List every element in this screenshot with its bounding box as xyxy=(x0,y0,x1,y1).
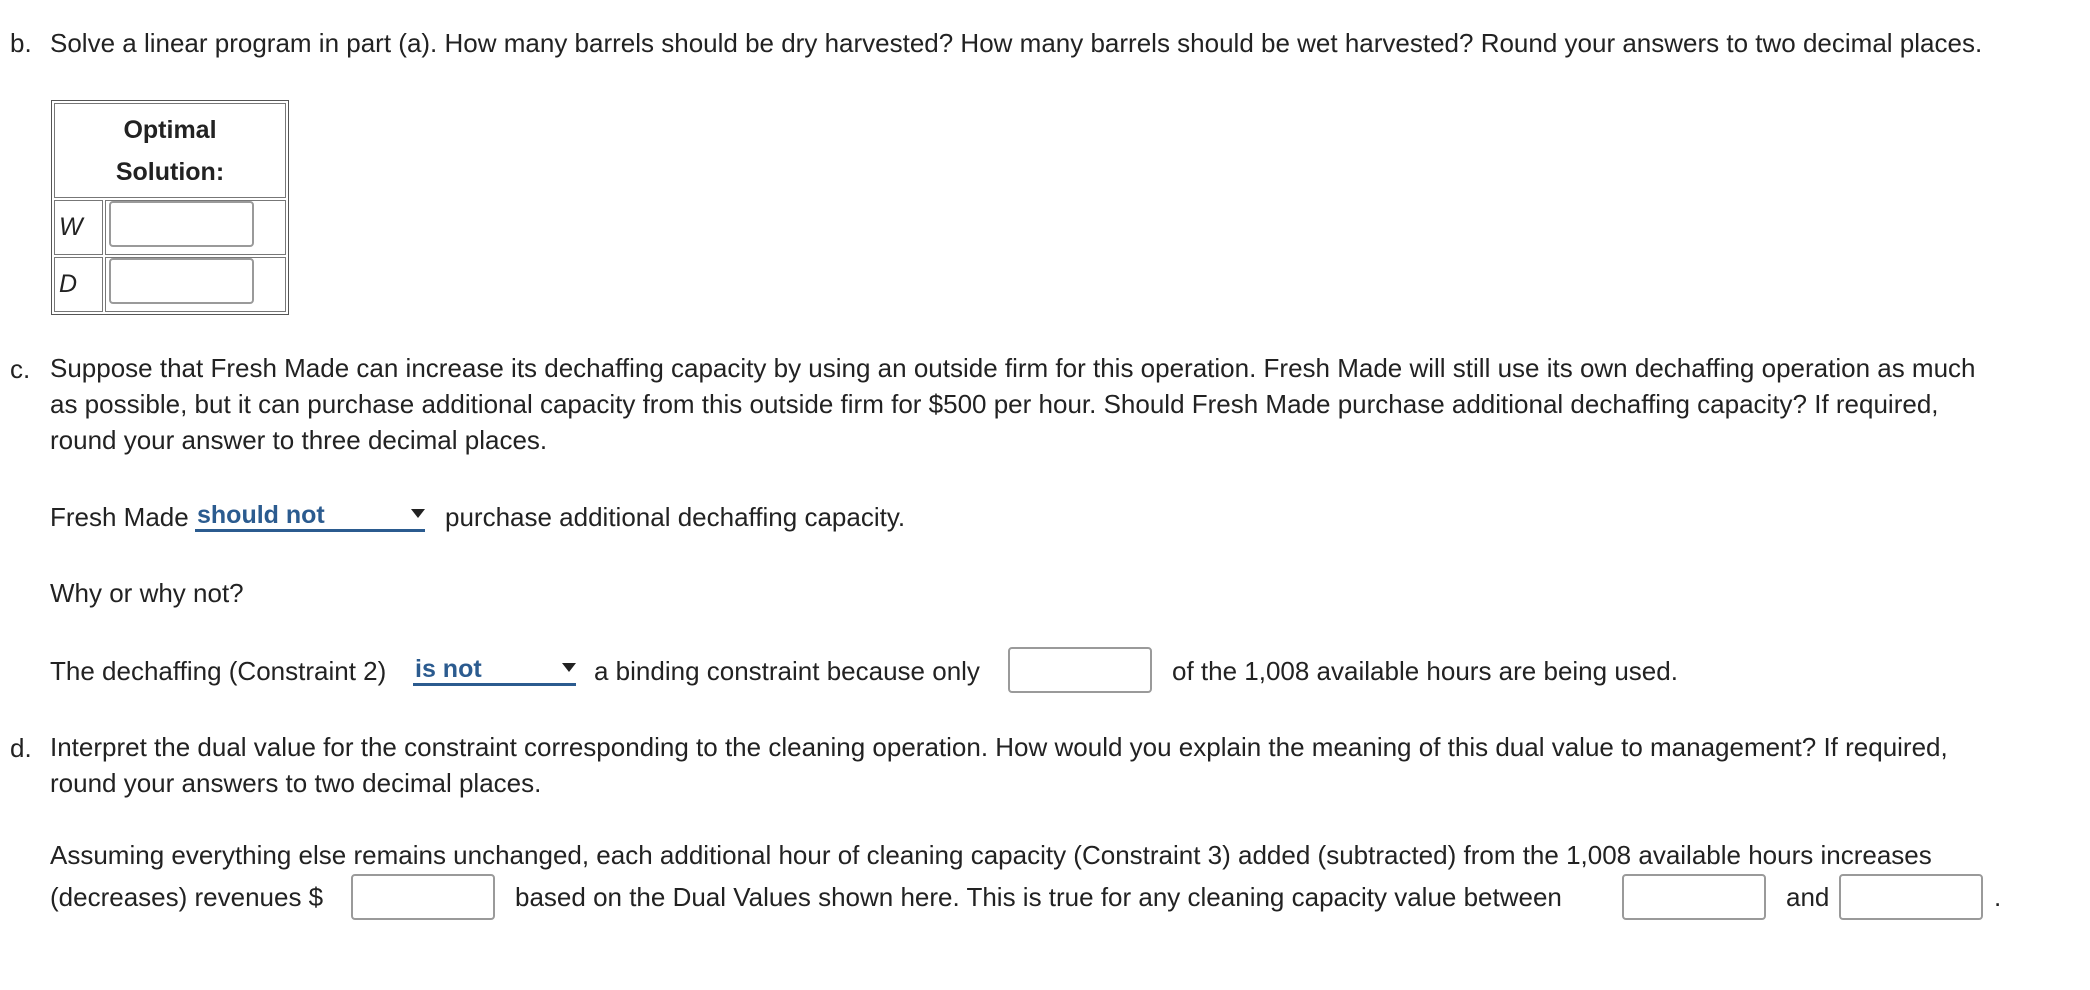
why-label: Why or why not? xyxy=(50,578,244,608)
sentence1-prefix: Fresh Made xyxy=(50,502,189,532)
part-d-question-line-1: Interpret the dual value for the constraint corresponding to the cleaning operation. How would you explain the meaning of this dual value to management? If required, xyxy=(50,732,1948,762)
chevron-down-icon xyxy=(562,663,576,672)
table-row xyxy=(54,200,286,255)
part-c-question-line-1: Suppose that Fresh Made can increase its dechaffing capacity by using an outside firm for this operation. Fresh Made will still use its own dechaffing operation as much xyxy=(50,353,1976,383)
w-input-cell xyxy=(105,200,286,255)
part-d-marker: d. xyxy=(10,733,32,763)
table-row xyxy=(54,257,286,312)
purchase-decision-dropdown[interactable] xyxy=(195,500,425,532)
part-b-marker: b. xyxy=(10,28,32,58)
row-label-d: D xyxy=(54,257,103,312)
part-d-question-line-2: round your answers to two decimal places. xyxy=(50,768,542,798)
binding-selected: is not xyxy=(415,655,482,683)
part-d-answer-line-1: Assuming everything else remains unchanged, each additional hour of cleaning capacity (Constraint 3) added (subtracted) from the 1,008 available hours increases xyxy=(50,840,1932,870)
part-c-question-line-2: as possible, but it can purchase additional capacity from this outside firm for $500 per hour. Should Fresh Made purchase additional dechaffing capacity? If required, xyxy=(50,389,1939,419)
part-b-question: Solve a linear program in part (a). How many barrels should be dry harvested? How many barrels should be wet harvested? Round your answers to two decimal places. xyxy=(50,28,1983,58)
capacity-upper-input[interactable] xyxy=(1839,874,1983,920)
part-c-question xyxy=(50,350,1976,458)
sentence1-suffix: purchase additional dechaffing capacity. xyxy=(445,502,906,532)
sentence2-prefix: The dechaffing (Constraint 2) xyxy=(50,656,387,686)
sentence2-middle: a binding constraint because only xyxy=(594,656,980,686)
part-c-question-line-3: round your answer to three decimal places. xyxy=(50,425,548,455)
end-period: . xyxy=(1994,882,2002,912)
part-d-answer-line-2-prefix: (decreases) revenues $ xyxy=(50,882,324,912)
w-input[interactable] xyxy=(109,201,254,247)
revenue-change-input[interactable] xyxy=(351,874,495,920)
chevron-down-icon xyxy=(411,509,425,518)
row-label-w: W xyxy=(54,200,103,255)
part-d-question xyxy=(50,729,1948,801)
optimal-solution-header xyxy=(54,103,286,198)
optimal-solution-table xyxy=(51,100,289,315)
header-line-1: Optimal xyxy=(123,115,217,144)
sentence2-suffix: of the 1,008 available hours are being used. xyxy=(1172,656,1678,686)
d-input-cell xyxy=(105,257,286,312)
part-c-marker: c. xyxy=(10,354,31,384)
header-line-2: Solution: xyxy=(115,157,225,186)
purchase-decision-selected: should not xyxy=(197,501,325,529)
part-d-answer-line-2-middle: based on the Dual Values shown here. This is true for any cleaning capacity value between xyxy=(515,882,1562,912)
and-label: and xyxy=(1786,882,1830,912)
hours-used-input[interactable] xyxy=(1008,647,1152,693)
capacity-lower-input[interactable] xyxy=(1622,874,1766,920)
binding-dropdown[interactable] xyxy=(413,654,576,686)
d-input[interactable] xyxy=(109,258,254,304)
